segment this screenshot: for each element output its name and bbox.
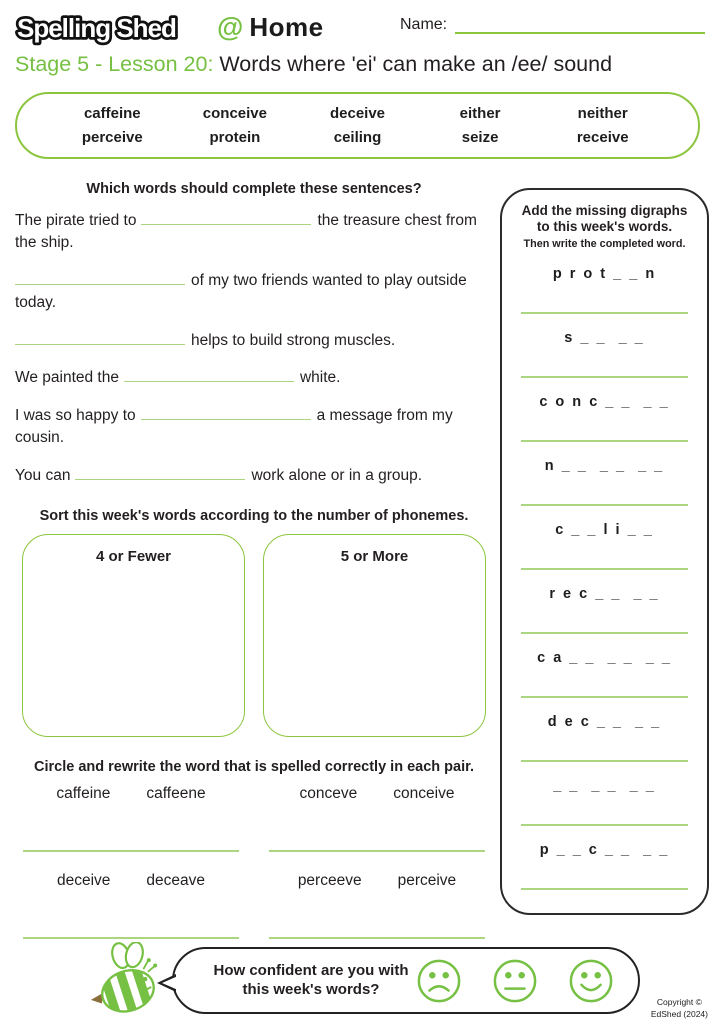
- digraph-word: p _ _ c _ _ _ _: [539, 841, 670, 858]
- word-pair-4: [269, 868, 485, 939]
- copyright-notice: Copyright © EdShed (2024): [650, 997, 708, 1019]
- spelling-shed-logo: [15, 8, 324, 46]
- name-label: Name:: [400, 16, 448, 33]
- digraph-write-line[interactable]: [521, 440, 688, 442]
- sentence-text: We painted the: [15, 369, 119, 387]
- digraph-write-line[interactable]: [521, 696, 688, 698]
- word-pair-2: [269, 781, 485, 852]
- sentence-text: a message from my cousin.: [15, 406, 453, 447]
- digraphs-panel: [500, 188, 709, 915]
- sentence-2: [15, 270, 493, 315]
- pair-word[interactable]: conceive: [393, 785, 455, 803]
- digraph-item-10: [517, 826, 692, 890]
- sort-heading: Sort this week's words according to the number of phonemes.: [39, 508, 469, 525]
- digraph-write-line[interactable]: [521, 312, 688, 314]
- sort-box-4-or-fewer[interactable]: [22, 534, 245, 737]
- digraph-write-line[interactable]: [521, 568, 688, 570]
- sort-boxes: [15, 534, 493, 737]
- logo-at-symbol: @: [217, 11, 244, 42]
- digraph-word: s _ _ _ _: [564, 329, 645, 346]
- digraph-word: _ _ _ _ _ _: [553, 777, 656, 794]
- sentences-heading: Which words should complete these sentences?: [86, 181, 422, 197]
- sort-box-label: 5 or More: [340, 548, 409, 566]
- digraph-item-2: [517, 314, 692, 378]
- rewrite-line[interactable]: [269, 937, 485, 939]
- word-pairs: [15, 781, 493, 939]
- confidence-faces: [416, 958, 614, 1004]
- pair-word[interactable]: caffeene: [146, 785, 206, 803]
- pair-word[interactable]: deceive: [56, 872, 111, 890]
- header: [15, 8, 705, 48]
- word-bank-word: seize: [461, 129, 499, 146]
- digraph-item-6: [517, 570, 692, 634]
- word-bank-word: neither: [577, 105, 628, 122]
- sentence-text: helps to build strong muscles.: [191, 331, 396, 349]
- neutral-face-icon[interactable]: [492, 958, 538, 1004]
- rewrite-line[interactable]: [269, 850, 485, 852]
- sentence-6: [15, 465, 493, 487]
- digraph-word: c _ _ l i _ _: [555, 521, 654, 538]
- pair-word[interactable]: perceeve: [297, 872, 362, 890]
- word-bank-word: ceiling: [333, 129, 382, 146]
- digraph-write-line[interactable]: [521, 760, 688, 762]
- rewrite-line[interactable]: [23, 937, 239, 939]
- happy-face-icon[interactable]: [568, 958, 614, 1004]
- sort-box-label: 4 or Fewer: [95, 548, 172, 566]
- main-column: [15, 181, 493, 939]
- logo-home-text: Home: [249, 11, 324, 42]
- word-bank-word: receive: [576, 129, 629, 146]
- sentence-blank[interactable]: [15, 332, 185, 345]
- stage-lesson-label: Stage 5 - Lesson 20:: [15, 52, 214, 76]
- name-row: [400, 16, 705, 34]
- sentence-5: [15, 405, 493, 450]
- digraph-item-7: [517, 634, 692, 698]
- sentence-text: work alone or in a group.: [251, 466, 423, 484]
- sentence-4: [15, 367, 493, 389]
- digraph-word: p r o t _ _ n: [552, 265, 657, 282]
- sentence-text: white.: [299, 369, 341, 387]
- spelling-shed-logo-icon: [15, 8, 211, 46]
- digraph-write-line[interactable]: [521, 504, 688, 506]
- confidence-bubble: [172, 947, 640, 1014]
- digraph-item-5: [517, 506, 692, 570]
- word-bank-word: conceive: [202, 105, 267, 122]
- sentence-blank[interactable]: [15, 272, 185, 285]
- sort-box-5-or-more[interactable]: [263, 534, 486, 737]
- digraph-write-line[interactable]: [521, 888, 688, 890]
- digraph-write-line[interactable]: [521, 376, 688, 378]
- pair-word[interactable]: deceave: [146, 872, 206, 890]
- rewrite-line[interactable]: [23, 850, 239, 852]
- name-write-line[interactable]: [455, 16, 705, 34]
- word-pair-1: [23, 781, 239, 852]
- lesson-topic: Words where 'ei' can make an /ee/ sound: [213, 52, 613, 76]
- digraphs-subtitle: Then write the completed word.: [523, 237, 686, 250]
- digraph-item-3: [517, 378, 692, 442]
- circle-rewrite-heading: Circle and rewrite the word that is spelled correctly in each pair.: [34, 759, 474, 776]
- word-bank: [15, 92, 700, 159]
- digraph-item-4: [517, 442, 692, 506]
- digraph-word: d e c _ _ _ _: [547, 713, 662, 730]
- word-pair-3: [23, 868, 239, 939]
- digraph-item-1: [517, 250, 692, 314]
- sentence-text: of my two friends wanted to play outside today.: [15, 271, 467, 312]
- word-bank-word: either: [459, 105, 501, 122]
- digraph-word: c a _ _ _ _ _ _: [537, 649, 672, 666]
- sentence-text: You can: [15, 466, 71, 484]
- digraph-word: n _ _ _ _ _ _: [544, 457, 665, 474]
- sentence-blank[interactable]: [141, 212, 311, 225]
- digraph-item-8: [517, 698, 692, 762]
- digraph-write-line[interactable]: [521, 632, 688, 634]
- sentence-1: [15, 210, 493, 255]
- page-title: [15, 52, 711, 77]
- confidence-question: How confident are you with this week's words?: [213, 961, 409, 998]
- sentence-blank[interactable]: [75, 467, 245, 480]
- word-bank-word: perceive: [81, 129, 143, 146]
- sentence-3: [15, 330, 493, 352]
- footer: [0, 940, 713, 1024]
- sentence-text: the treasure chest from the ship.: [15, 212, 477, 252]
- digraph-write-line[interactable]: [521, 824, 688, 826]
- sentence-text: The pirate tried to: [15, 212, 137, 229]
- pair-word[interactable]: perceive: [397, 872, 457, 890]
- pair-word[interactable]: caffeine: [56, 785, 111, 803]
- word-bank-word: protein: [209, 129, 261, 146]
- sentence-blank[interactable]: [141, 407, 311, 420]
- sad-face-icon[interactable]: [416, 958, 462, 1004]
- word-bank-word: caffeine: [83, 105, 141, 122]
- digraph-word: c o n c _ _ _ _: [539, 393, 670, 410]
- digraph-word: r e c _ _ _ _: [549, 585, 660, 602]
- word-bank-word: deceive: [329, 105, 386, 122]
- digraph-item-9: [517, 762, 692, 826]
- logo-text: Spelling Shed: [17, 13, 176, 43]
- sentence-text: I was so happy to: [15, 406, 136, 424]
- digraphs-title: Add the missing digraphs to this week's words.: [521, 203, 688, 234]
- pair-word[interactable]: conceve: [299, 785, 358, 803]
- sentence-blank[interactable]: [124, 369, 294, 382]
